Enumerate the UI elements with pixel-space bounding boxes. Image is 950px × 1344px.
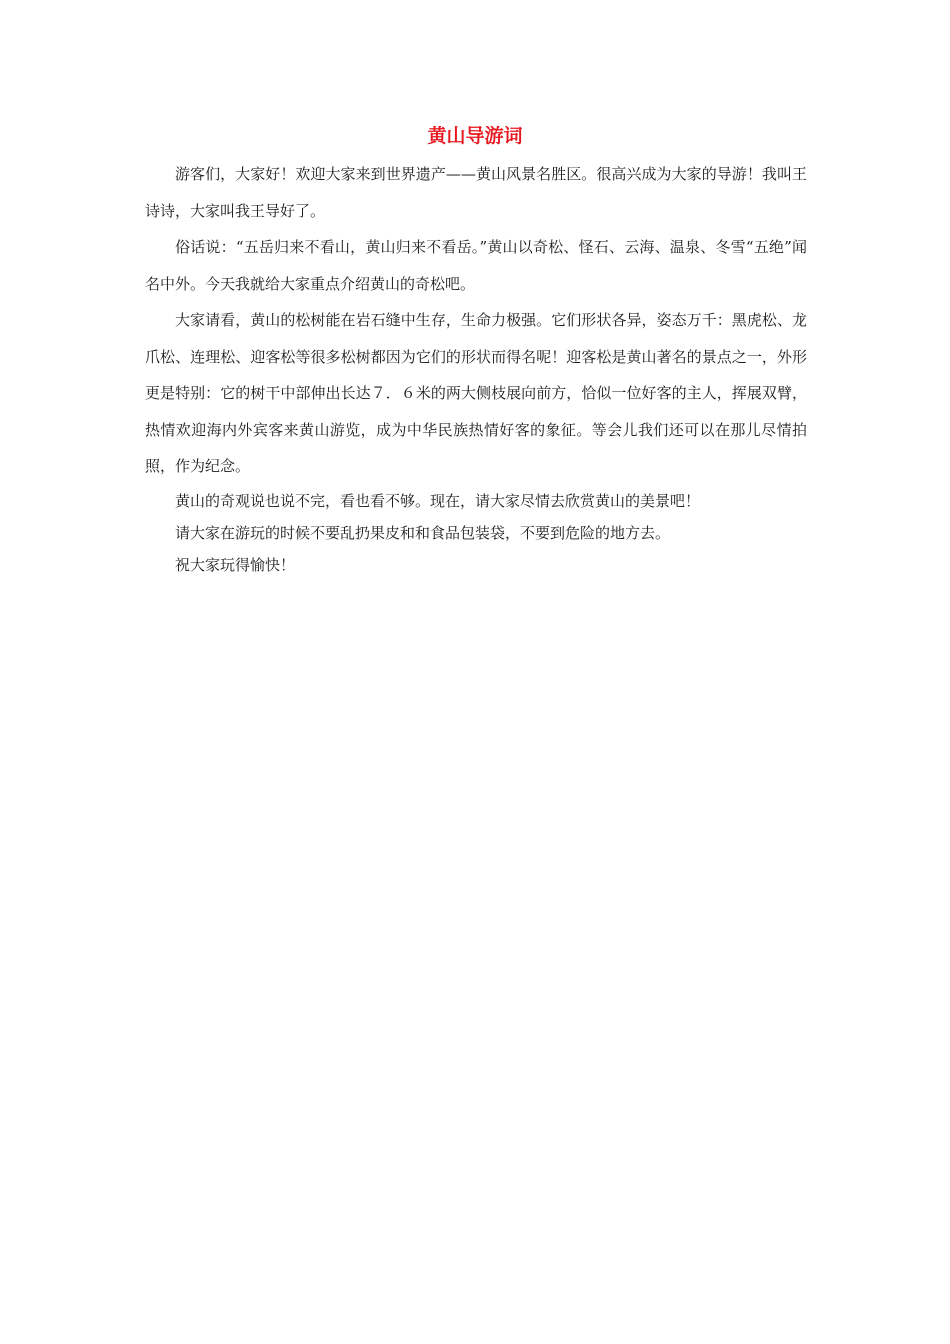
document-body <box>145 156 807 581</box>
paragraph-pine-trees: 大家请看，黄山的松树能在岩石缝中生存，生命力极强。它们形状各异，姿态万千：黑虎松、龙爪松、连理松、迎客松等很多松树都因为它们的形状而得名呢！迎客松是黄山著名的景点之一，外形更是特别：它的树干中部伸出长达７．６米的两大侧枝展向前方，恰似一位好客的主人，挥展双臂，热情欢迎海内外宾客来黄山游览，成为中华民族热情好客的象征。等会儿我们还可以在那儿尽情拍照，作为纪念。 <box>145 311 807 475</box>
paragraph-welcome: 游客们，大家好！欢迎大家来到世界遗产——黄山风景名胜区。很高兴成为大家的导游！我叫王诗诗，大家叫我王导好了。 <box>145 165 807 220</box>
paragraph-enjoy-scenery: 黄山的奇观说也说不完，看也看不够。现在，请大家尽情去欣赏黄山的美景吧！ <box>175 491 701 510</box>
paragraph-farewell: 祝大家玩得愉快！ <box>175 555 296 574</box>
paragraph-five-wonders: 俗话说：“五岳归来不看山，黄山归来不看岳。”黄山以奇松、怪石、云海、温泉、冬雪“五绝”闻名中外。今天我就给大家重点介绍黄山的奇松吧。 <box>145 238 807 293</box>
document-title: 黄山导游词 <box>427 125 523 147</box>
paragraph-reminder: 请大家在游玩的时候不要乱扔果皮和和食品包装袋，不要到危险的地方去。 <box>175 523 671 542</box>
